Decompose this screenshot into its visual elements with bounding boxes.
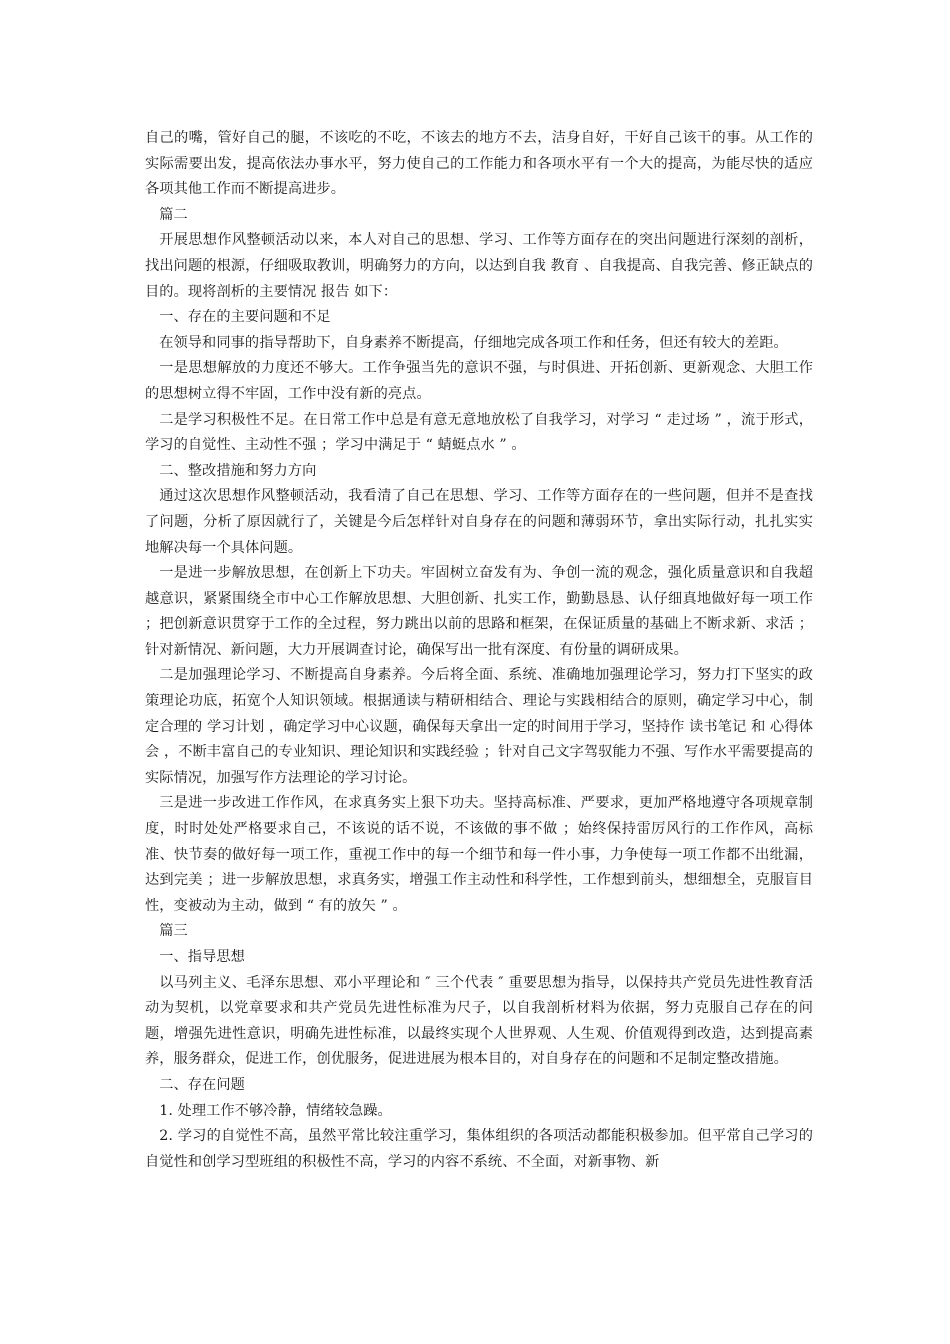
paragraph-problems-overview: 在领导和同事的指导帮助下，自身素养不断提高，仔细地完成各项工作和任务，但还有较大的差距。 <box>159 334 788 351</box>
heading-rectification: 二、整改措施和努力方向 <box>159 462 317 479</box>
paragraph-intro: 开展思想作风整顿活动以来，本人对自己的思想、学习、工作等方面存在的突出问题进行深刻的剖析，找出问题的根源，仔细吸取教训，明确努力的方向，以达到自我 教育 、自我提高、自我完善、修正缺点的目的。现将剖析的主要情况 报告 如下： <box>145 232 813 300</box>
paragraph-measure-one: 一是进一步解放思想，在创新上下功夫。牢固树立奋发有为、争创一流的观念，强化质量意识和自我超越意识，紧紧围绕全市中心工作解放思想、大胆创新、扎实工作，勤勤恳恳、认仔细真地做好每一项工作 ；把创新意识贯穿于工作的全过程，努力跳出以前的思路和框架，在保证质量的基础上不断求新、求活 ；针对新情况、新问题，大力开展调查讨论，确保写出一批有深度、有份量的调研成果。 <box>145 565 813 658</box>
heading-existing-problems: 二、存在问题 <box>159 1076 245 1093</box>
document-page <box>145 126 813 1175</box>
paragraph-rectification-overview: 通过这次思想作风整顿活动，我看清了自己在思想、学习、工作等方面存在的一些问题，但并不是查找了问题，分析了原因就行了，关键是今后怎样针对自身存在的问题和薄弱环节，拿出实际行动，扎扎实实地解决每一个具体问题。 <box>145 488 813 556</box>
paragraph-continuation: 自己的嘴，管好自己的腿，不该吃的不吃，不该去的地方不去，洁身自好，干好自己该干的事。从工作的实际需要出发，提高依法办事水平，努力使自己的工作能力和各项水平有一个大的提高，为能尽快的适应各项其他工作而不断提高进步。 <box>145 130 813 198</box>
paragraph-problem-item-one: 1. 处理工作不够冷静，情绪较急躁。 <box>159 1102 392 1119</box>
paragraph-measure-two: 二是加强理论学习、不断提高自身素养。今后将全面、系统、准确地加强理论学习，努力打下坚实的政策理论功底，拓宽个人知识领域。根据通读与精研相结合、理论与实践相结合的原则，确定学习中心，制定合理的 学习计划 ，确定学习中心议题，确保每天拿出一定的时间用于学习，坚持作 读书笔记 和 心得体会 ，不断丰富自己的专业知识、理论知识和实践经验 ；针对自己文字驾驭能力不强、写作水平需要提高的实际情况，加强写作方法理论的学习讨论。 <box>145 667 813 786</box>
heading-guiding-ideology: 一、指导思想 <box>159 949 245 965</box>
section-title-part-two: 篇二 <box>159 206 188 223</box>
section-title-part-three: 篇三 <box>159 923 188 940</box>
paragraph-guiding-ideology: 以马列主义、毛泽东思想、邓小平理论和 ″ 三个代表 ″ 重要思想为指导，以保持共产党员先进性教育活动为契机，以党章要求和共产党员先进性标准为尺子，以自我剖析材料为依据，努力克服自己存在的问题，增强先进性意识，明确先进性标准，以最终实现个人世界观、人生观、价值观得到改造，达到提高素养，服务群众，促进工作，创优服务，促进进展为根本目的，对自身存在的问题和不足制定整改措施。 <box>145 974 813 1068</box>
paragraph-problem-two: 二是学习积极性不足。在日常工作中总是有意无意地放松了自我学习，对学习 “ 走过场 ” ，流于形式，学习的自觉性、主动性不强 ；学习中满足于 “ 蜻蜓点水 ” 。 <box>145 411 813 454</box>
heading-main-problems: 一、存在的主要问题和不足 <box>159 309 331 326</box>
paragraph-problem-item-two: 2. 学习的自觉性不高，虽然平常比较注重学习，集体组织的各项活动都能积极参加。但平常自己学习的自觉性和创学习型班组的积极性不高，学习的内容不系统、不全面，对新事物、新 <box>145 1128 813 1170</box>
paragraph-problem-one: 一是思想解放的力度还不够大。工作争强当先的意识不强，与时俱进、开拓创新、更新观念、大胆工作的思想树立得不牢固，工作中没有新的亮点。 <box>145 360 813 402</box>
paragraph-measure-three: 三是进一步改进工作作风，在求真务实上狠下功夫。坚持高标准、严要求，更加严格地遵守各项规章制度，时时处处严格要求自己，不该说的话不说，不该做的事不做 ；始终保持雷厉风行的工作作风，高标准、快节奏的做好每一项工作，重视工作中的每一个细节和每一件小事，力争使每一项工作都不出纰漏，达到完美 ；进一步解放思想，求真务实，增强工作主动性和科学性，工作想到前头，想细想全，克服盲目性，变被动为主动，做到 “ 有的放矢 ” 。 <box>145 795 813 914</box>
